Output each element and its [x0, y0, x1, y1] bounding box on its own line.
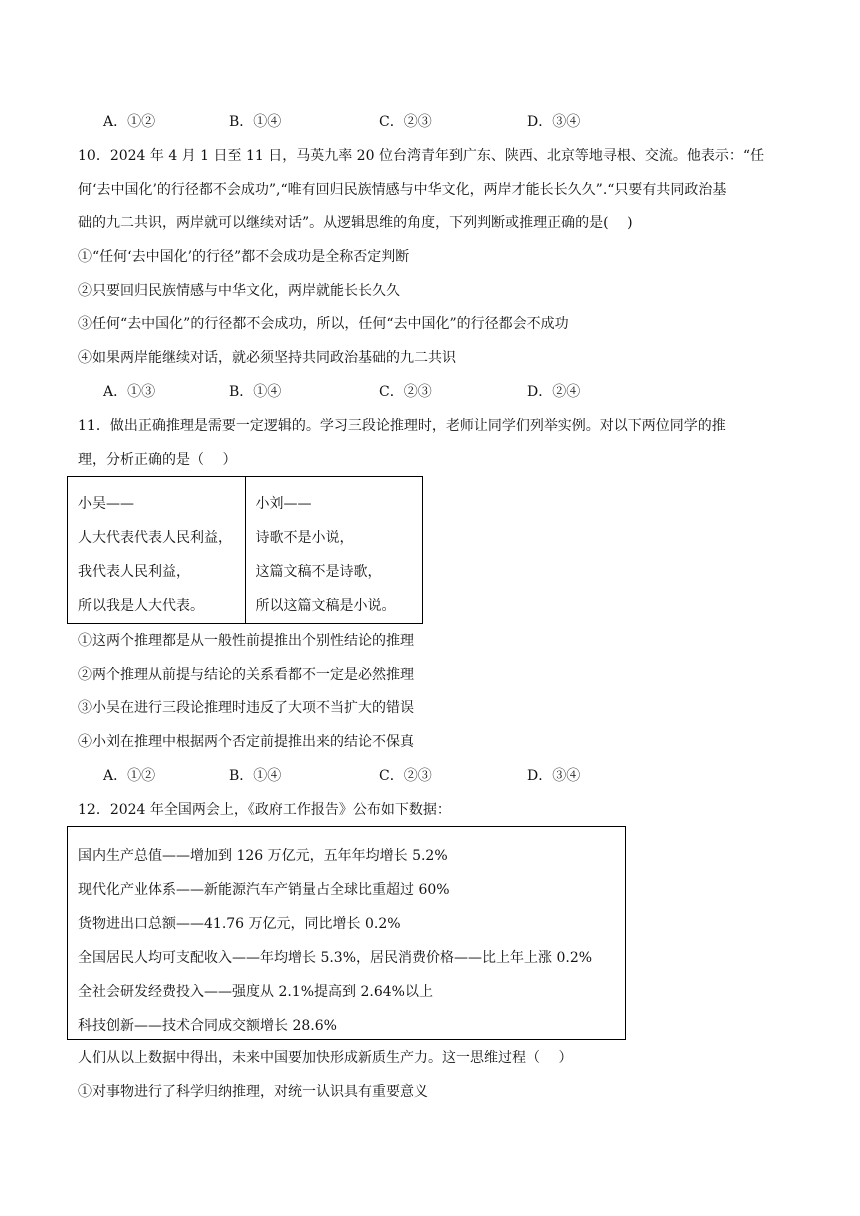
q10-statement-1: ①“任何‘去中国化’的行径”都不会成功是全称否定判断 — [78, 249, 410, 265]
q11-option-b[interactable]: B．①④ — [229, 768, 282, 784]
q11-statement-2: ②两个推理从前提与结论的关系看都不一定是必然推理 — [78, 667, 414, 683]
q10-option-a[interactable]: A．①③ — [103, 384, 156, 400]
q10-options — [103, 382, 803, 402]
q12-data-line: 科技创新——技术合同成交额增长 28.6% — [78, 1018, 337, 1034]
q10-stem-line-2: 何‘去中国化’的行径都不会成功”,“唯有回归民族情感与中华文化，两岸才能长长久久”.“只要有共同政治基 — [78, 182, 727, 198]
q11-xiaoliu-cell — [245, 477, 423, 624]
q12-follow-text: 人们从以上数据中得出，未来中国要加快形成新质生产力。这一思维过程（ ） — [78, 1050, 573, 1066]
q11-example-table — [67, 476, 423, 624]
q12-data-line: 现代化产业体系——新能源汽车产销量占全球比重超过 60% — [78, 882, 450, 898]
q12-statement-1: ①对事物进行了科学归纳推理，对统一认识具有重要意义 — [78, 1084, 428, 1100]
q11-xiaowu-line: 人大代表代表人民利益， — [78, 530, 232, 546]
q9-option-a[interactable]: A．①② — [103, 114, 156, 130]
q11-xiaowu-cell — [68, 477, 246, 624]
q11-option-d[interactable]: D．③④ — [527, 768, 581, 784]
q9-options — [103, 112, 803, 132]
q11-xiaoliu-line: 这篇文稿不是诗歌， — [255, 564, 382, 580]
q12-stem: 12．2024 年全国两会上，《政府工作报告》公布如下数据： — [78, 802, 451, 818]
q10-option-d[interactable]: D．②④ — [527, 384, 581, 400]
q11-xiaoliu-line: 诗歌不是小说， — [255, 530, 354, 546]
q11-xiaoliu-line: 小刘—— — [255, 496, 312, 512]
q10-stem-line-3: 础的九二共识，两岸就可以继续对话”。从逻辑思维的角度，下列判断或推理正确的是( ) — [78, 215, 633, 231]
q11-xiaoliu-line: 所以这篇文稿是小说。 — [255, 598, 396, 614]
q12-data-line: 全社会研发经费投入——强度从 2.1%提高到 2.64%以上 — [78, 984, 433, 1000]
q12-data-line: 国内生产总值——增加到 126 万亿元，五年年均增长 5.2% — [78, 848, 448, 864]
q10-statement-2: ②只要回归民族情感与中华文化，两岸就能长长久久 — [78, 283, 400, 299]
q12-data-box — [67, 826, 626, 1040]
q11-option-a[interactable]: A．①② — [103, 768, 156, 784]
q11-options — [103, 766, 803, 786]
q9-option-c[interactable]: C．②③ — [379, 114, 432, 130]
q12-data-line: 货物进出口总额——41.76 万亿元，同比增长 0.2% — [78, 916, 401, 932]
q11-statement-4: ④小刘在推理中根据两个否定前提推出来的结论不保真 — [78, 734, 414, 750]
q11-xiaowu-line: 小吴—— — [78, 496, 134, 512]
q10-statement-3: ③任何“去中国化”的行径都不会成功，所以，任何“去中国化”的行径都会不成功 — [78, 316, 569, 332]
q10-stem-line-1: 10．2024 年 4 月 1 日至 11 日，马英九率 20 位台湾青年到广东、陕西、北京等地寻根、交流。他表示：“任 — [78, 148, 765, 164]
q10-option-c[interactable]: C．②③ — [379, 384, 432, 400]
q9-option-b[interactable]: B．①④ — [229, 114, 282, 130]
q11-xiaowu-line: 所以我是人大代表。 — [78, 598, 204, 614]
q11-xiaowu-line: 我代表人民利益， — [78, 564, 190, 580]
q11-statement-3: ③小吴在进行三段论推理时违反了大项不当扩大的错误 — [78, 700, 414, 716]
q11-option-c[interactable]: C．②③ — [379, 768, 432, 784]
q10-option-b[interactable]: B．①④ — [229, 384, 282, 400]
q11-stem-line-1: 11．做出正确推理是需要一定逻辑的。学习三段论推理时，老师让同学们列举实例。对以下两位同学的推 — [78, 418, 726, 434]
q10-statement-4: ④如果两岸能继续对话，就必须坚持共同政治基础的九二共识 — [78, 350, 456, 366]
q11-stem-line-2: 理，分析正确的是（ ） — [78, 452, 237, 468]
q11-statement-1: ①这两个推理都是从一般性前提推出个别性结论的推理 — [78, 633, 414, 649]
q12-data-line: 全国居民人均可支配收入——年均增长 5.3%，居民消费价格——比上年上涨 0.2% — [78, 950, 593, 966]
q9-option-d[interactable]: D．③④ — [527, 114, 581, 130]
